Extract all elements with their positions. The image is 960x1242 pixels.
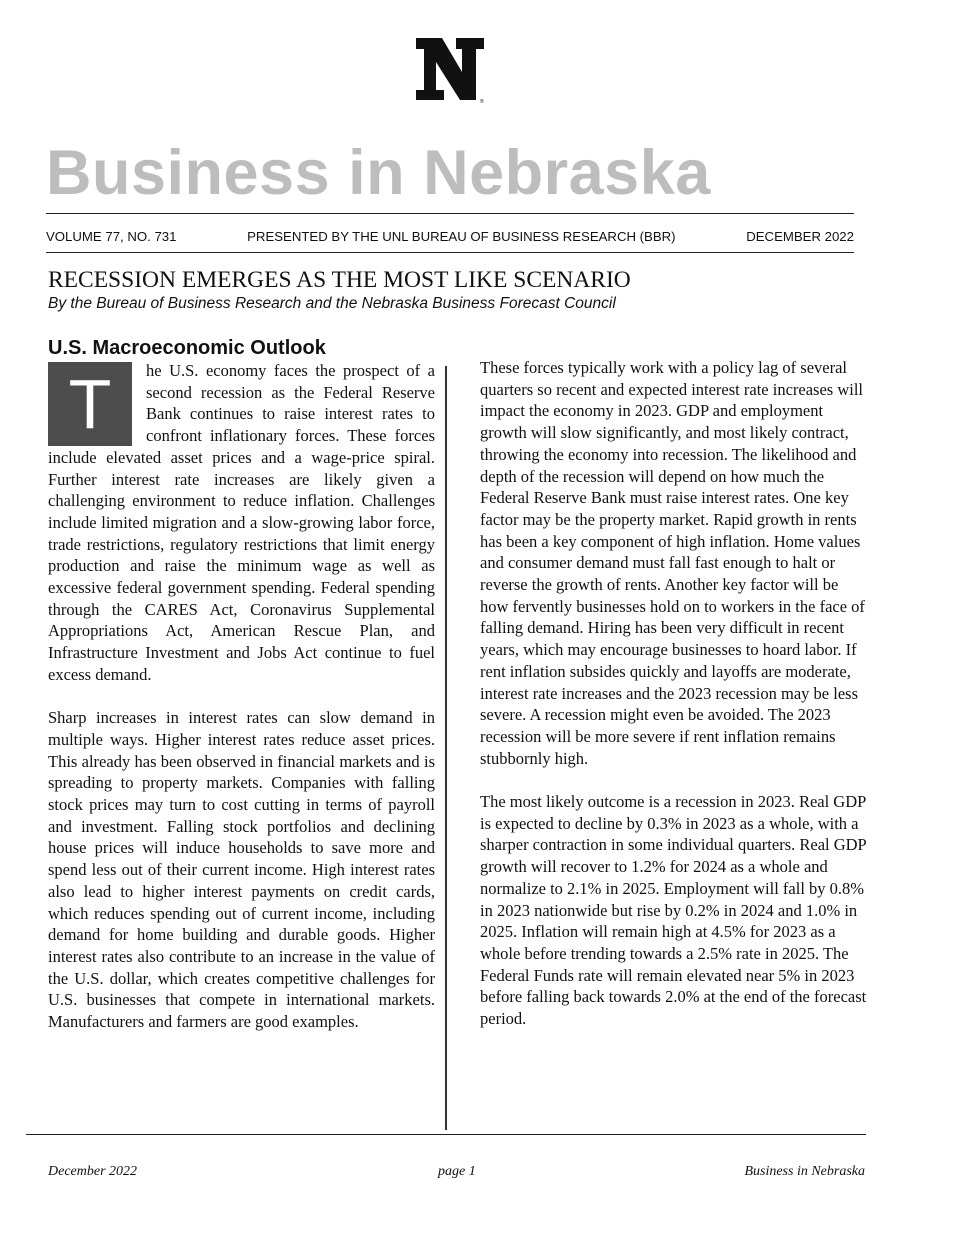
article-byline: By the Bureau of Business Research and the Nebraska Business Forecast Council <box>48 295 616 312</box>
masthead-bottom-rule <box>46 252 854 253</box>
paragraph: These forces typically work with a policy lag of several quarters so recent and expected interest rate increases will impact the economy in 2023. GDP and employment growth will slow significantly, and most likely contract, throwing the economy into recession. The likelihood and depth of the recession will depend on how much the Federal Reserve Bank must raise interest rates. One key factor may be the property market. Rapid growth in rents has been a key component of high inflation. Home values and consumer demand must fall fast enough to halt or reverse the growth of rents. Another key factor will be how fervently businesses hold on to workers in the face of falling demand. Hiring has been very difficult in recent years, which may encourage businesses to hoard labor. If rent inflation subsides quickly and layoffs are moderate, interest rate increases and the 2023 recession may be less severe. A recession might even be avoided. The 2023 recession will be more severe if rent inflation remains stubbornly high. <box>480 358 865 768</box>
column-divider <box>445 366 447 1130</box>
drop-cap: T <box>48 362 132 446</box>
left-column <box>48 360 435 1033</box>
footer-date: December 2022 <box>48 1164 138 1179</box>
svg-text:®: ® <box>480 99 484 104</box>
publisher-line: PRESENTED BY THE UNL BUREAU OF BUSINESS RESEARCH (BBR) <box>247 229 676 244</box>
university-logo <box>414 34 486 104</box>
article-headline: RECESSION EMERGES AS THE MOST LIKE SCENARIO <box>48 267 631 293</box>
masthead-top-rule <box>46 213 854 214</box>
footer-rule <box>26 1134 866 1135</box>
issue-date: DECEMBER 2022 <box>746 229 854 244</box>
footer-publication: Business in Nebraska <box>744 1164 865 1179</box>
right-column <box>480 357 870 1030</box>
masthead-bar <box>46 228 854 246</box>
paragraph-text: he U.S. economy faces the prospect of a second recession as the Federal Reserve Bank continues to raise interest rates to confront inflationary forces. These forces include elevated asset prices and a wage-price spiral. Further interest rate increases are likely given a challenging environment to reduce inflation. Challenges include limited migration and a slow-growing labor force, trade restrictions, regulatory restrictions that limit energy production and raise the minimum wage as well as excessive federal government spending. Federal spending through the CARES Act, Coronavirus Supplemental Appropriations Act, American Rescue Plan, and Infrastructure Investment and Jobs Act continue to fuel excess demand. <box>48 361 435 684</box>
volume-number: VOLUME 77, NO. 731 <box>46 229 177 244</box>
section-heading: U.S. Macroeconomic Outlook <box>48 337 326 359</box>
page-number: page 1 <box>438 1164 476 1179</box>
paragraph: Sharp increases in interest rates can slow demand in multiple ways. Higher interest rates reduce asset prices. This already has been observed in financial markets and is spreading to property markets. Companies with falling stock prices may turn to cost cutting in terms of payroll and investment. Falling stock portfolios and declining house prices will induce households to save more and spend less out of their current income. High interest rates also lead to higher interest payments on credit cards, which reduces spending out of current income, including demand for home building and durable goods. Higher interest rates also contribute to an increase in the value of the U.S. dollar, which creates competitive challenges for U.S. businesses that compete in international markets. Manufacturers and farmers are good examples. <box>48 708 435 1032</box>
paragraph: The most likely outcome is a recession in 2023. Real GDP is expected to decline by 0.3% in 2023 as a whole, with a sharper contraction in some individual quarters. Real GDP growth will recover to 1.2% for 2024 as a whole and normalize to 2.1% in 2025. Employment will fall by 0.8% in 2023 nationwide but rise by 0.2% in 2024 and 1.0% in 2025. Inflation will remain high at 4.5% for 2023 as a whole before trending towards a 2.5% rate in 2025. The Federal Funds rate will remain elevated near 5% in 2023 before falling back towards 2.0% at the end of the forecast period. <box>480 792 867 1029</box>
paragraph <box>48 360 435 686</box>
publication-title: Business in Nebraska <box>46 138 711 208</box>
